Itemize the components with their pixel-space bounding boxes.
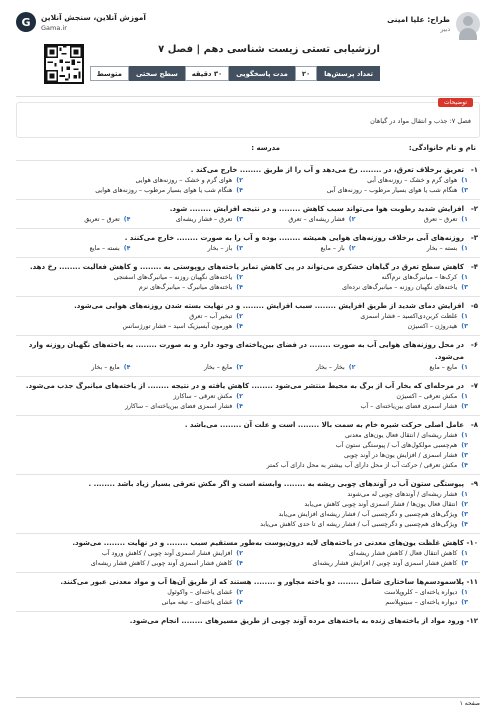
option-key: ۳) [461, 599, 468, 606]
option-text: انتقال فعال یون‌ها / فشار اسمزی آوند چوبی کاهش می‌یابد [304, 501, 458, 508]
option-text: ویژگی‌های هم‌چسبی و دگرچسبی آب / فشار ریشه‌ای افزایش می‌یابد [278, 511, 458, 518]
question-item [16, 376, 480, 415]
option-text: بخار – بخار [316, 364, 345, 371]
option-key: ۱) [461, 245, 468, 252]
question-item [16, 335, 480, 376]
option-key: ۳) [236, 364, 243, 371]
option-text: مایع – مایع [429, 364, 458, 371]
answer-option[interactable] [18, 402, 243, 412]
question-item [16, 474, 480, 533]
page-footer [16, 697, 480, 707]
option-key: ۴) [236, 403, 243, 410]
option-key: ۱) [461, 491, 468, 498]
question-item [16, 415, 480, 474]
question-item [16, 257, 480, 296]
answer-option[interactable] [356, 244, 469, 254]
answer-option[interactable] [18, 441, 468, 451]
avatar [456, 12, 480, 36]
option-text: کاهش فشار اسمزی آوند چوبی / افزایش فشار ریشه‌ای [312, 560, 458, 567]
question-item [16, 228, 480, 257]
question-number: ۵- [470, 302, 478, 310]
question-number: ۱۰- [466, 539, 478, 547]
option-text: ویژگی‌های هم‌چسبی و دگرچسبی آب / فشار ریشه ای تا حدی کاهش می‌یابد [260, 521, 458, 528]
option-key: ۳) [461, 284, 468, 291]
option-key: ۲) [348, 216, 356, 223]
option-key: ۱) [461, 177, 468, 184]
student-name-label: نام و نام خانوادگی: [408, 144, 476, 152]
designer-name: طراح: علیا امینی [387, 15, 450, 24]
question-text: عامل اصلی حرکت شیره خام به سمت بالا ........ است و علت آن ........ می‌باشد . [184, 421, 464, 429]
option-text: یاخته‌های میانبرگ – میانبرگ‌های نرم [138, 284, 233, 291]
question-number: ۱- [470, 166, 478, 174]
option-key: ۱) [461, 550, 468, 557]
answer-option[interactable] [243, 244, 356, 254]
answer-option[interactable] [243, 312, 468, 322]
question-text: روزنه‌های آبی برخلاف روزنه‌های هوایی همیشه ........ بوده و آب را به صورت ........ خارج می‌کنند . [124, 234, 464, 242]
time-value: ۳۰ دقیقه [185, 66, 229, 81]
answer-option[interactable] [18, 363, 131, 373]
answer-option[interactable] [131, 363, 244, 373]
designer-role: دبیر [440, 26, 450, 33]
question-text: تعریق برخلاف تعرق، در ........ رخ می‌دهد و آب را از طریق ........ خارج می‌کند . [190, 166, 464, 174]
question-text: در محل روزنه‌های هوایی آب به صورت ........ در فضای بین‌یاخته‌ای وجود دارد و به صورت ........ به یاخته‌های نگهبان روزنه وارد می‌شود. [28, 341, 464, 361]
option-key: ۳) [461, 187, 468, 194]
option-text: بسته – بخار [426, 245, 458, 252]
answer-option[interactable] [18, 451, 468, 461]
exam-meta [90, 66, 380, 81]
option-key: ۲) [236, 393, 243, 400]
option-key: ۲) [236, 274, 243, 281]
question-text: کاهش غلظت یون‌های معدنی در یاخته‌های لایه درون‌پوست به‌طور مستقیم سبب ........ و در نهایت ........ می‌شود. [72, 539, 464, 547]
brand-block [16, 12, 146, 32]
answer-option[interactable] [243, 598, 468, 608]
answer-option[interactable] [18, 215, 131, 225]
question-number: ۸- [470, 421, 478, 429]
question-text: افزایش شدید رطوبت هوا می‌تواند سبب کاهش ........ و در نتیجه افزایش ........ شود. [169, 205, 464, 213]
answer-option[interactable] [18, 490, 468, 500]
answer-option[interactable] [18, 588, 243, 598]
option-key: ۴) [461, 521, 468, 528]
answer-option[interactable] [18, 461, 468, 471]
option-key: ۳) [236, 216, 243, 223]
option-key: ۱) [461, 216, 468, 223]
option-key: ۲) [348, 364, 356, 371]
option-text: فشار اسمزی فضای بین‌یاخته‌ای – آب [360, 403, 458, 410]
answer-option[interactable] [243, 215, 356, 225]
brand-name: آموزش آنلاین، سنجش آنلاین [41, 12, 147, 22]
answer-option[interactable] [18, 500, 468, 510]
option-text: فشار اسمزی / افزایش یون‌ها در آوند چوبی [344, 452, 458, 459]
answer-option[interactable] [243, 559, 468, 569]
question-item [16, 199, 480, 228]
answer-option[interactable] [18, 244, 131, 254]
answer-option[interactable] [243, 176, 468, 186]
question-item [16, 296, 480, 335]
option-text: غشای یاخته‌ای – واکوئول [167, 589, 233, 596]
option-key: ۳) [461, 403, 468, 410]
option-key: ۴) [461, 462, 468, 469]
option-key: ۳) [461, 511, 468, 518]
question-text: پلاسمودسم‌ها ساختاری شامل ........ دو یاخته مجاور و ........ هستند که از طریق آن‌ها آب و مواد معدنی عبور می‌کنند. [60, 578, 464, 586]
option-key: ۱) [461, 364, 468, 371]
option-text: دیواره یاخته‌ای – سیتوپلاسم [385, 599, 458, 606]
page-number: صفحه ۱ [459, 700, 480, 707]
option-key: ۱) [461, 313, 468, 320]
answer-option[interactable] [243, 392, 468, 402]
option-text: فشار ریشه‌ای / انتقال فعال یون‌های معدنی [344, 432, 458, 439]
option-text: مایع – بخار [203, 364, 233, 371]
option-key: ۲) [461, 442, 468, 449]
option-text: باز – مایع [320, 245, 345, 252]
option-key: ۲) [236, 177, 243, 184]
answer-option[interactable] [131, 244, 244, 254]
question-item [16, 611, 480, 630]
option-text: کرک‌ها – میانبرگ‌های نرم‌آگنه [381, 274, 458, 281]
answer-option[interactable] [131, 215, 244, 225]
answer-option[interactable] [18, 510, 468, 520]
question-number: ۶- [470, 341, 478, 349]
option-key: ۴) [123, 216, 131, 223]
answer-option[interactable] [18, 598, 243, 608]
option-key: ۳) [461, 560, 468, 567]
option-key: ۴) [236, 187, 243, 194]
answer-option[interactable] [18, 520, 468, 530]
exam-title: ارزشیابی تستی زیست شناسی دهم | فصل ۷ [158, 44, 380, 55]
option-key: ۳) [461, 452, 468, 459]
option-text: باز – بخار [207, 245, 233, 252]
option-key: ۳) [236, 245, 243, 252]
time-label: مدت پاسخگویی [229, 66, 295, 81]
option-text: تعرق – تعریق [84, 216, 120, 223]
option-text: مکش تعرقی / حرکت آب از محل دارای آب بیشتر به محل دارای آب کمتر [266, 462, 458, 469]
answer-option[interactable] [356, 363, 469, 373]
option-text: هنگام شب یا هوای بسیار مرطوب – روزنه‌های آبی [326, 187, 458, 194]
option-key: ۴) [236, 284, 243, 291]
option-key: ۴) [236, 323, 243, 330]
option-text: تعرق – تعرق [423, 216, 458, 223]
option-text: کاهش فشار اسمزی آوند چوبی / کاهش فشار ریشه‌ای [90, 560, 233, 567]
question-item [16, 160, 480, 199]
option-text: فشار ریشه‌ای – تعرق [288, 216, 345, 223]
question-item [16, 572, 480, 611]
description-box [16, 99, 480, 138]
answer-option[interactable] [18, 322, 243, 332]
option-text: هوای گرم و خشک – روزنه‌های هوایی [135, 177, 233, 184]
answer-option[interactable] [18, 392, 243, 402]
answer-option[interactable] [243, 322, 468, 332]
answer-option[interactable] [243, 283, 468, 293]
option-text: یاخته‌های نگهبان روزنه – میانبرگ‌های نرده‌ای [342, 284, 458, 291]
option-text: افزایش فشار اسمزی آوند چوبی / کاهش ورود آب [101, 550, 233, 557]
option-key: ۱) [461, 589, 468, 596]
option-key: ۱) [461, 432, 468, 439]
designer-block [387, 12, 480, 36]
question-number: ۱۱- [466, 578, 478, 586]
answer-option[interactable] [18, 176, 243, 186]
option-key: ۲) [461, 501, 468, 508]
option-key: ۲) [236, 313, 243, 320]
answer-option[interactable] [243, 273, 468, 283]
brand-site: Gama.ir [41, 23, 67, 32]
divider [16, 96, 480, 97]
answer-option[interactable] [243, 402, 468, 412]
option-key: ۲) [236, 589, 243, 596]
option-text: دیواره یاخته‌ای – کلروپلاست [384, 589, 458, 596]
answer-option[interactable] [18, 431, 468, 441]
option-text: تعرق – فشار ریشه‌ای [175, 216, 233, 223]
school-label: مدرسه : [251, 144, 280, 152]
count-value: ۲۰ [295, 66, 317, 81]
level-value: متوسط [90, 66, 129, 81]
level-label: سطح سختی [129, 66, 185, 81]
student-row [16, 142, 480, 156]
option-text: مکش تعرقی – ساکارز [173, 393, 233, 400]
option-key: ۲) [348, 245, 356, 252]
option-text: مکش تعرقی – اکسیژن [396, 393, 458, 400]
option-text: هیدروژن – اکسیژن [407, 323, 458, 330]
option-key: ۱) [461, 393, 468, 400]
option-key: ۴) [123, 364, 131, 371]
answer-option[interactable] [18, 186, 243, 196]
answer-option[interactable] [18, 283, 243, 293]
answer-option[interactable] [18, 312, 243, 322]
answer-option[interactable] [243, 588, 468, 598]
question-text: ورود مواد از یاخته‌های زنده به یاخته‌های مرده آوند چوبی از طریق مسیرهای ........ انجام می‌شود. [129, 617, 464, 625]
question-text: کاهش سطح تعرق در گیاهان خشکزی می‌تواند در پی کاهش تمایز یاخته‌های روپوستی به ........ و کاهش فعالیت ........ رخ دهد. [29, 263, 464, 271]
answer-option[interactable] [18, 559, 243, 569]
option-text: تبخیر آب – تعرق [189, 313, 233, 320]
question-number: ۲- [470, 205, 478, 213]
option-text: هم‌چسبی مولکول‌های آب / پیوستگی ستون آب [335, 442, 458, 449]
question-text: در مرحله‌ای که بخار آب از برگ به محیط منتشر می‌شود ........ کاهش یافته و در نتیجه ........ از یاخته‌های میانبرگ جذب می‌شود. [25, 382, 464, 390]
option-text: غشای یاخته‌ای – تیغه میانی [161, 599, 233, 606]
option-text: فشار ریشه‌ای / آوندهای چوبی له می‌شوند [347, 491, 458, 498]
question-item [16, 533, 480, 572]
option-text: کاهش انتقال فعال / کاهش فشار ریشه‌ای [348, 550, 458, 557]
option-key: ۳) [461, 323, 468, 330]
option-key: ۴) [236, 560, 243, 567]
answer-option[interactable] [243, 363, 356, 373]
question-list [16, 160, 480, 630]
option-text: هوای گرم و خشک – روزنه‌های آبی [367, 177, 458, 184]
count-label: تعداد پرسش‌ها [317, 66, 380, 81]
answer-option[interactable] [356, 215, 469, 225]
question-text: پیوستگی ستون آب در آوندهای چوبی ریشه به ........ وابسته است و اگر مکش تعرقی بسیار زیاد باشد ........ . [88, 480, 464, 488]
option-text: مایع – بخار [91, 364, 120, 371]
option-text: هورمون آبسیزیک اسید – فشار تورژسانس [122, 323, 233, 330]
question-text: افزایش دمای شدید از طریق افزایش ........ سبب افزایش ........ و در نهایت بسته شدن روزنه‌های هوایی می‌شود. [74, 302, 464, 310]
option-text: هنگام شب یا هوای بسیار مرطوب – روزنه‌های هوایی [95, 187, 233, 194]
option-key: ۴) [236, 599, 243, 606]
question-number: ۱۲- [466, 617, 478, 625]
option-key: ۱) [461, 274, 468, 281]
question-number: ۴- [470, 263, 478, 271]
description-tag: توضیحات [438, 98, 473, 107]
question-number: ۷- [470, 382, 478, 390]
question-number: ۳- [470, 234, 478, 242]
option-key: ۲) [236, 550, 243, 557]
gama-logo-icon: G [16, 12, 36, 32]
question-number: ۹- [470, 480, 478, 488]
answer-option[interactable] [18, 273, 243, 283]
option-text: بسته – مایع [89, 245, 120, 252]
answer-option[interactable] [243, 186, 468, 196]
answer-option[interactable] [18, 549, 243, 559]
option-text: یاخته‌های نگهبان روزنه – میانبرگ‌های اسفنجی [113, 274, 233, 281]
answer-option[interactable] [243, 549, 468, 559]
description-text: فصل ۷: جذب و انتقال مواد در گیاهان [370, 117, 471, 125]
option-key: ۴) [123, 245, 131, 252]
option-text: فشار اسمزی فضای بین‌یاخته‌ای – ساکارز [124, 403, 233, 410]
exam-info [16, 44, 480, 88]
option-text: غلظت کربن‌دی‌اکسید – فشار اسمزی [360, 313, 458, 320]
qr-code-icon[interactable] [44, 44, 84, 84]
